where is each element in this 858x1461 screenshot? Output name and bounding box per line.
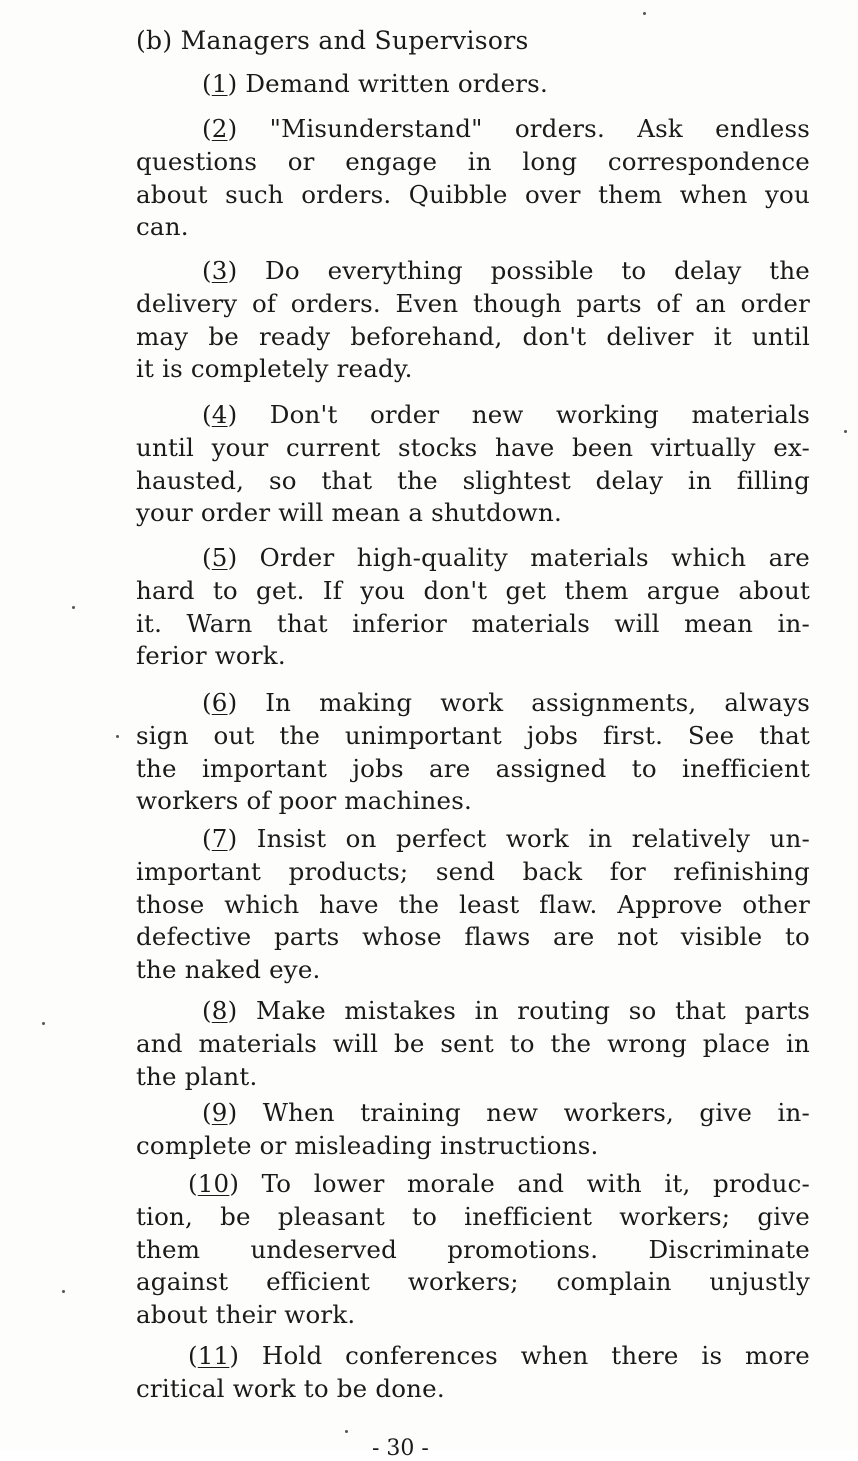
- item-text: and materials will be sent to the wrong place in: [136, 1028, 810, 1058]
- item-text: important products; send back for refinishing: [136, 856, 810, 886]
- item-text: Don't order new working materials: [269, 400, 810, 429]
- item-text: Make mistakes in routing so that parts: [255, 996, 810, 1025]
- item-text: Hold conferences when there is more: [261, 1341, 811, 1370]
- list-item: (2) "Misunderstand" orders. Ask endless questions or engage in long correspondence about such orders. Quibble over them when you can.: [136, 113, 810, 244]
- item-text: critical work to be done.: [136, 1373, 445, 1403]
- item-text: it is completely ready.: [136, 354, 413, 384]
- scan-speck: [643, 12, 646, 15]
- item-text: workers of poor machines.: [136, 786, 472, 816]
- page-number: - 30 -: [372, 1436, 429, 1461]
- item-number: 8: [211, 996, 228, 1025]
- list-item: (1) Demand written orders.: [202, 69, 548, 98]
- scan-speck: [62, 1290, 65, 1293]
- section-heading: (b) Managers and Supervisors: [136, 26, 529, 55]
- item-text: the plant.: [136, 1061, 258, 1091]
- item-number: 3: [211, 256, 228, 285]
- scan-speck: [345, 1430, 348, 1433]
- list-item: (5) Order high-quality materials which are hard to get. If you don't get them argue about it. Warn that inferior materials will mean in- ferior work.: [136, 542, 810, 673]
- item-text: In making work assignments, always: [265, 688, 811, 717]
- list-item: (3) Do everything possible to delay the delivery of orders. Even though parts of an order may be ready beforehand, don't deliver it until it is completely ready.: [136, 255, 810, 386]
- item-text: the important jobs are assigned to inefficient: [136, 753, 810, 783]
- scan-speck: [116, 735, 119, 738]
- item-text: your order will mean a shutdown.: [136, 498, 562, 528]
- item-text: delivery of orders. Even though parts of an order: [136, 288, 810, 318]
- scan-speck: [42, 1022, 45, 1025]
- item-text: questions or engage in long correspondence: [136, 146, 810, 176]
- scan-speck: [844, 430, 847, 433]
- list-item: (9) When training new workers, give in- complete or misleading instructions.: [136, 1097, 810, 1163]
- item-text: the naked eye.: [136, 955, 321, 985]
- item-text: Order high-quality materials which are: [259, 543, 810, 572]
- item-text: ferior work.: [136, 641, 286, 671]
- item-text: can.: [136, 212, 189, 242]
- list-item: (8) Make mistakes in routing so that parts and materials will be sent to the wrong place in the plant.: [136, 995, 810, 1093]
- item-number: 6: [211, 688, 228, 717]
- item-text: sign out the unimportant jobs first. See that: [136, 720, 810, 750]
- item-number: 1: [211, 69, 228, 98]
- item-number: 2: [211, 114, 228, 143]
- item-text: To lower morale and with it, produc-: [261, 1169, 810, 1198]
- item-number: 10: [197, 1169, 230, 1198]
- item-number: 4: [211, 400, 228, 429]
- list-item: (4) Don't order new working materials until your current stocks have been virtually ex- hausted, so that the slightest delay in filling your order will mean a shutdown.: [136, 399, 810, 530]
- item-text: them undeserved promotions. Discriminate: [136, 1234, 810, 1264]
- list-item: (6) In making work assignments, always sign out the unimportant jobs first. See that the important jobs are assigned to inefficient workers of poor machines.: [136, 687, 810, 818]
- list-item: (7) Insist on perfect work in relatively un- important products; send back for refinishing those which have the least flaw. Approve other defective parts whose flaws are not visible to the naked eye.: [136, 823, 810, 987]
- item-text: defective parts whose flaws are not visible to: [136, 922, 810, 952]
- item-text: those which have the least flaw. Approve other: [136, 889, 810, 919]
- item-number: 7: [211, 824, 228, 853]
- item-text: Insist on perfect work in relatively un-: [256, 824, 810, 853]
- item-number: 9: [211, 1098, 228, 1127]
- scan-speck: [72, 606, 75, 609]
- item-text: about such orders. Quibble over them when you: [136, 179, 810, 209]
- list-item: (10) To lower morale and with it, produc- tion, be pleasant to inefficient workers; give them undeserved promotions. Discriminate against efficient workers; complain unjustly about their work.: [136, 1168, 810, 1332]
- item-text: When training new workers, give in-: [262, 1098, 811, 1127]
- item-number: 11: [197, 1341, 230, 1370]
- item-text: "Misunderstand" orders. Ask endless: [269, 114, 811, 143]
- item-text: tion, be pleasant to inefficient workers; give: [136, 1201, 810, 1231]
- list-item: (11) Hold conferences when there is more critical work to be done.: [136, 1340, 810, 1406]
- item-text: may be ready beforehand, don't deliver it until: [136, 321, 810, 351]
- item-text: Do everything possible to delay the: [265, 256, 810, 285]
- item-text: Demand written orders.: [245, 69, 548, 98]
- item-text: until your current stocks have been virtually ex-: [136, 432, 810, 462]
- item-text: it. Warn that inferior materials will mean in-: [136, 608, 810, 638]
- item-text: hausted, so that the slightest delay in filling: [136, 465, 810, 495]
- item-text: about their work.: [136, 1300, 356, 1330]
- item-text: against efficient workers; complain unjustly: [136, 1267, 810, 1297]
- item-text: complete or misleading instructions.: [136, 1130, 599, 1160]
- item-number: 5: [211, 543, 228, 572]
- item-text: hard to get. If you don't get them argue about: [136, 575, 810, 605]
